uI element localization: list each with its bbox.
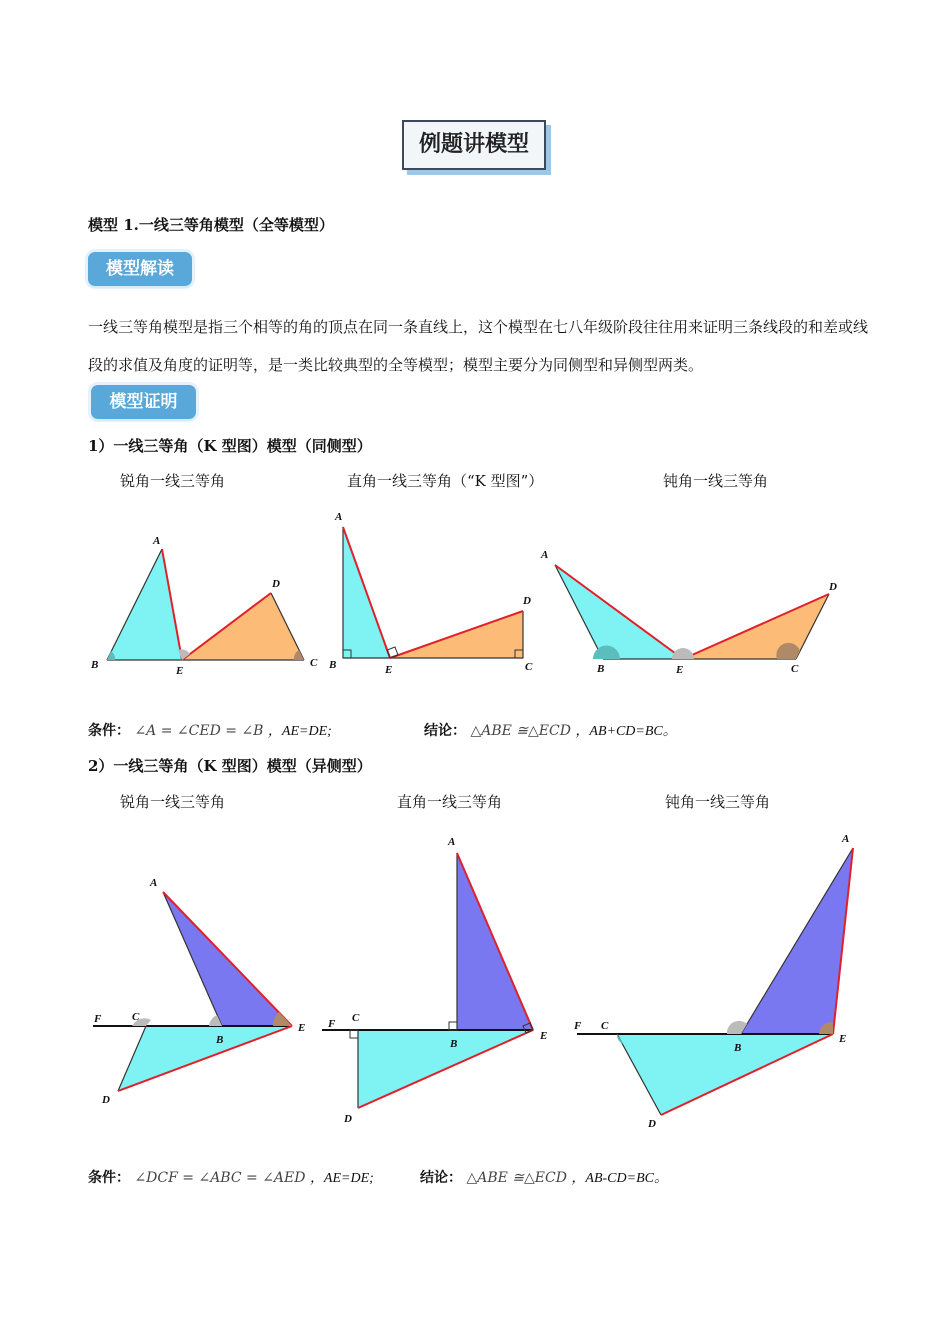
label-B: B: [450, 1038, 458, 1050]
caption-right-2: 直角一线三等角: [397, 793, 503, 811]
label-A: A: [842, 833, 850, 845]
condition-math: ∠A = ∠CED = ∠B: [134, 723, 264, 739]
label-C: C: [310, 657, 318, 669]
condition-row-1: [88, 720, 332, 740]
label-B: B: [329, 659, 337, 671]
condition-rest: ，AE=DE;: [267, 724, 332, 739]
label-C: C: [525, 661, 533, 673]
label-E: E: [839, 1033, 847, 1045]
label-E: E: [298, 1022, 306, 1034]
figure-obtuse-opposite-side: [573, 833, 853, 1130]
badge-model-proof: 模型证明: [91, 385, 196, 419]
model-heading: 模型 1.一线三等角模型（全等模型）: [88, 216, 334, 234]
section-1-heading: 1）一线三等角（K 型图）模型（同侧型）: [88, 437, 372, 455]
label-D: D: [523, 595, 531, 607]
label-C: C: [601, 1020, 609, 1032]
label-A: A: [150, 877, 158, 889]
caption-acute-1: 锐角一线三等角: [120, 472, 226, 490]
label-B: B: [216, 1034, 224, 1046]
label-C: C: [791, 663, 799, 675]
conclusion-row-1: [424, 720, 677, 740]
opposite-side-figures: [0, 820, 950, 1140]
label-D: D: [344, 1113, 352, 1125]
caption-acute-2: 锐角一线三等角: [120, 793, 226, 811]
conclusion-math: △ABE ≅△ECD: [466, 1170, 567, 1186]
label-D: D: [648, 1118, 656, 1130]
conclusion-math: △ABE ≅△ECD: [470, 723, 571, 739]
condition-label: 条件：: [88, 723, 130, 739]
conclusion-row-2: [420, 1167, 668, 1187]
caption-obtuse-1: 钝角一线三等角: [663, 472, 769, 490]
caption-right-1: 直角一线三等角（“K 型图”）: [347, 472, 544, 490]
page-title: 例题讲模型: [402, 120, 546, 170]
label-B: B: [734, 1042, 742, 1054]
condition-row-2: [88, 1167, 374, 1187]
label-F: F: [94, 1013, 102, 1025]
label-C: C: [352, 1012, 360, 1024]
label-E: E: [176, 665, 184, 677]
label-A: A: [335, 511, 343, 523]
caption-obtuse-2: 钝角一线三等角: [665, 793, 771, 811]
condition-label: 条件：: [88, 1170, 130, 1186]
section-2-heading: 2）一线三等角（K 型图）模型（异侧型）: [88, 757, 372, 775]
label-A: A: [541, 549, 549, 561]
figure-right-same-side: [328, 511, 533, 676]
same-side-figures: [0, 500, 950, 690]
label-E: E: [676, 664, 684, 676]
conclusion-label: 结论：: [420, 1170, 462, 1186]
conclusion-rest: ，AB+CD=BC。: [575, 724, 677, 739]
description-paragraph: 一线三等角模型是指三个相等的角的顶点在同一条直线上，这个模型在七八年级阶段往往用来证明三条线段的和差或线段的求值及角度的证明等，是一类比较典型的全等模型；模型主要分为同侧型和异侧型两类。: [88, 318, 869, 374]
figure-acute-same-side: [90, 535, 318, 677]
condition-rest: ，AE=DE;: [309, 1171, 374, 1186]
label-D: D: [829, 581, 837, 593]
figure-acute-opposite-side: [93, 877, 305, 1106]
label-C: C: [132, 1011, 140, 1023]
label-F: F: [328, 1018, 336, 1030]
label-A: A: [153, 535, 161, 547]
label-D: D: [272, 578, 280, 590]
label-F: F: [574, 1020, 582, 1032]
label-D: D: [102, 1094, 110, 1106]
label-E: E: [540, 1030, 548, 1042]
figure-obtuse-same-side: [540, 549, 837, 676]
condition-math: ∠DCF = ∠ABC = ∠AED: [134, 1170, 306, 1186]
label-E: E: [385, 664, 393, 676]
conclusion-rest: ，AB-CD=BC。: [571, 1171, 668, 1186]
label-A: A: [448, 836, 456, 848]
conclusion-label: 结论：: [424, 723, 466, 739]
label-B: B: [597, 663, 605, 675]
figure-right-opposite-side: [322, 836, 547, 1125]
label-B: B: [91, 659, 99, 671]
badge-model-interpretation: 模型解读: [88, 252, 192, 286]
